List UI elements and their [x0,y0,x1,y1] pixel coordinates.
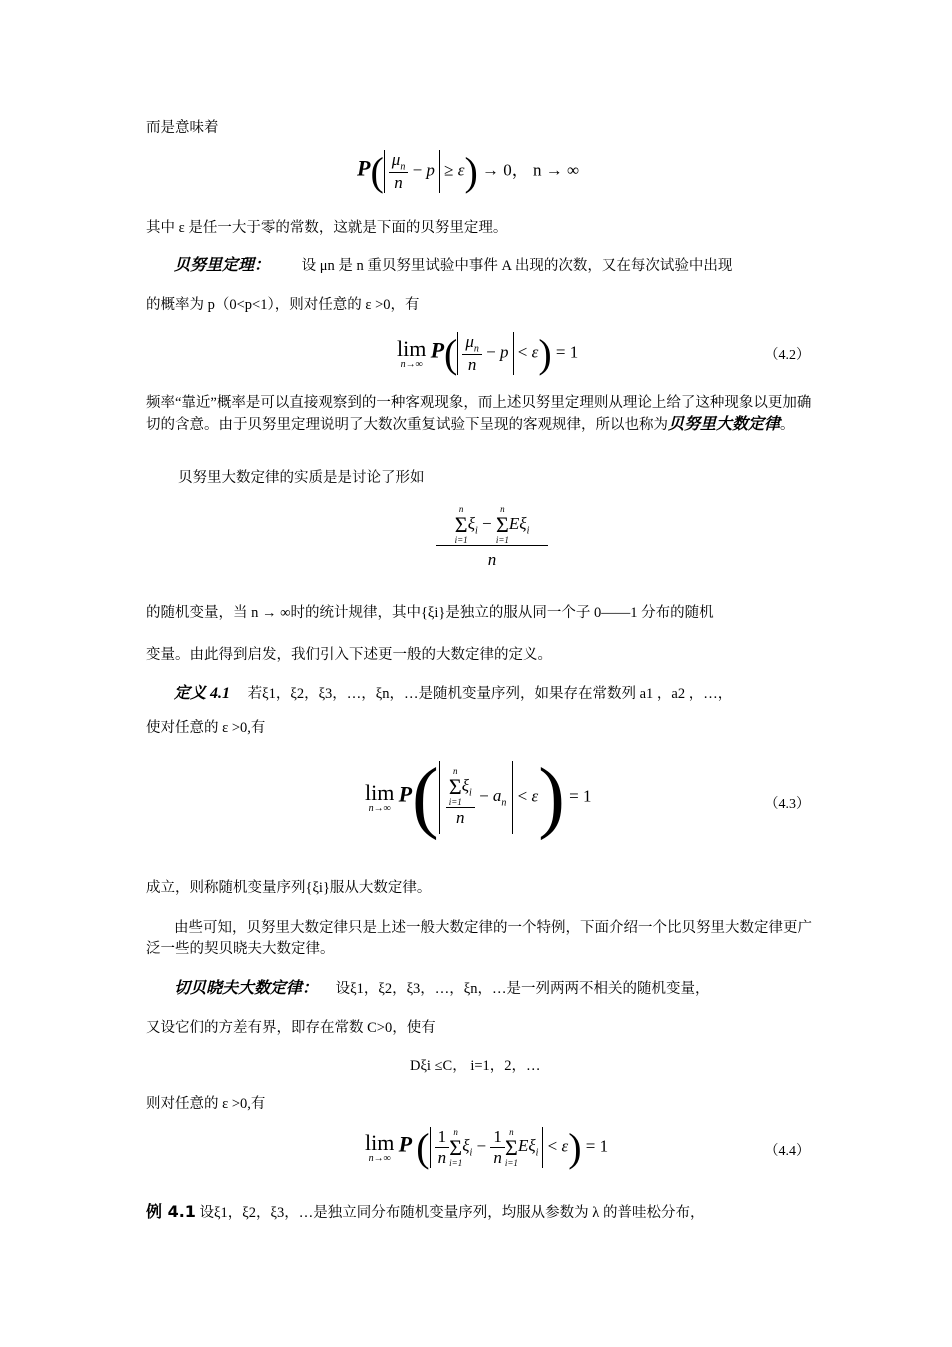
text-line: 变量。由此得到启发，我们引入下述更一般的大数定律的定义。 [146,647,552,663]
variance-bound: Dξi ≤C， i=1，2，… [410,1058,541,1074]
definition-line [146,684,732,704]
para-text-end: 。 [780,417,795,433]
equation-number-4-2: （4.2） [764,348,810,363]
equation-4-3: lim n→∞ P( n Σ i=1 $\xi_i$ n − $a_n < \varepsilon) = 1$ [365,753,592,841]
bernoulli-theorem-line [146,256,732,276]
text-line: 又设它们的方差有界，即存在常数 C>0，使有 [146,1020,436,1036]
equation-number-4-4: （4.4） [764,1144,810,1159]
paragraph-frequency [146,393,812,436]
equation-number-4-3: （4.3） [764,797,810,812]
bernoulli-title: 贝努里定理： [174,257,271,274]
equation-1: P( $\frac{\mu_n}{n}$ − p ≥ ε) → 0， n → ∞ [357,149,580,194]
text-line: 成立，则称随机变量序列{ξi}服从大数定律。 [146,880,432,896]
text-line: 使对任意的 ε >0,有 [146,720,266,736]
definition-title: 定义 4.1 [174,685,231,702]
text-line: 的随机变量，当 n → ∞时的统计规律，其中{ξi}是独立的服从同一个子 0——1 分布的随机 [146,605,714,621]
chebyshev-text: 设ξ1，ξ2，ξ3，…，ξn，…是一列两两不相关的随机变量， [335,981,710,997]
chebyshev-line [146,979,710,999]
equation-4-4: lim n→∞ P ( $\frac{1}{n}$ n Σ i=1 $\xi_i$ − $\frac{1}{n}$ n Σ i=1 $E\xi_i < \varepsilon) = 1$ [365,1125,609,1170]
example-text: 设ξ1，ξ2，ξ3，…是独立同分布随机变量序列，均服从参数为 λ 的普哇松分布， [199,1205,705,1221]
chebyshev-title: 切贝晓夫大数定律： [174,980,319,997]
definition-text: 若ξ1，ξ2，ξ3，…，ξn，…是随机变量序列，如果存在常数列 a1 ，a2 ，…， [247,686,733,702]
eq1-tail: → 0， n → ∞ [482,160,580,180]
paragraph-chebyshev-intro: 由些可知，贝努里大数定律只是上述一般大数定律的一个特例，下面介绍一个比贝努里大数定律更广泛一些的契贝晓夫大数定律。 [146,920,812,957]
example-line [146,1202,704,1223]
text-line: 而是意味着 [146,120,219,136]
example-title: 例 4.1 [146,1202,196,1221]
bernoulli-law-term: 贝努里大数定律 [668,416,781,433]
text-line: 的概率为 p（0<p<1），则对任意的 ε >0，有 [146,297,420,313]
text-line: 其中 ε 是任一大于零的常数，这就是下面的贝努里定理。 [146,220,508,236]
text-line: 则对任意的 ε >0,有 [146,1096,266,1112]
text-line: 贝努里大数定律的实质是是讨论了形如 [178,470,425,486]
para-text: 频率“靠近”概率是可以直接观察到的一种客观现象，而上述贝努里定理则从理论上给了这种现象以更加确切的含意。由于贝努里定理说明了大数次重复试验下呈现的客观规律，所以也称为 [146,395,812,433]
equation-4-2: lim n→∞ P( $\frac{\mu_n}{n}$ − p < ε) = 1 [397,331,579,376]
bernoulli-text: 设 μn 是 n 重贝努里试验中事件 A 出现的次数，又在每次试验中出现 [301,258,733,274]
equation-fraction: n Σ i=1 $\xi_i$ − n Σ i=1 $E\xi_i$ n [436,505,548,570]
